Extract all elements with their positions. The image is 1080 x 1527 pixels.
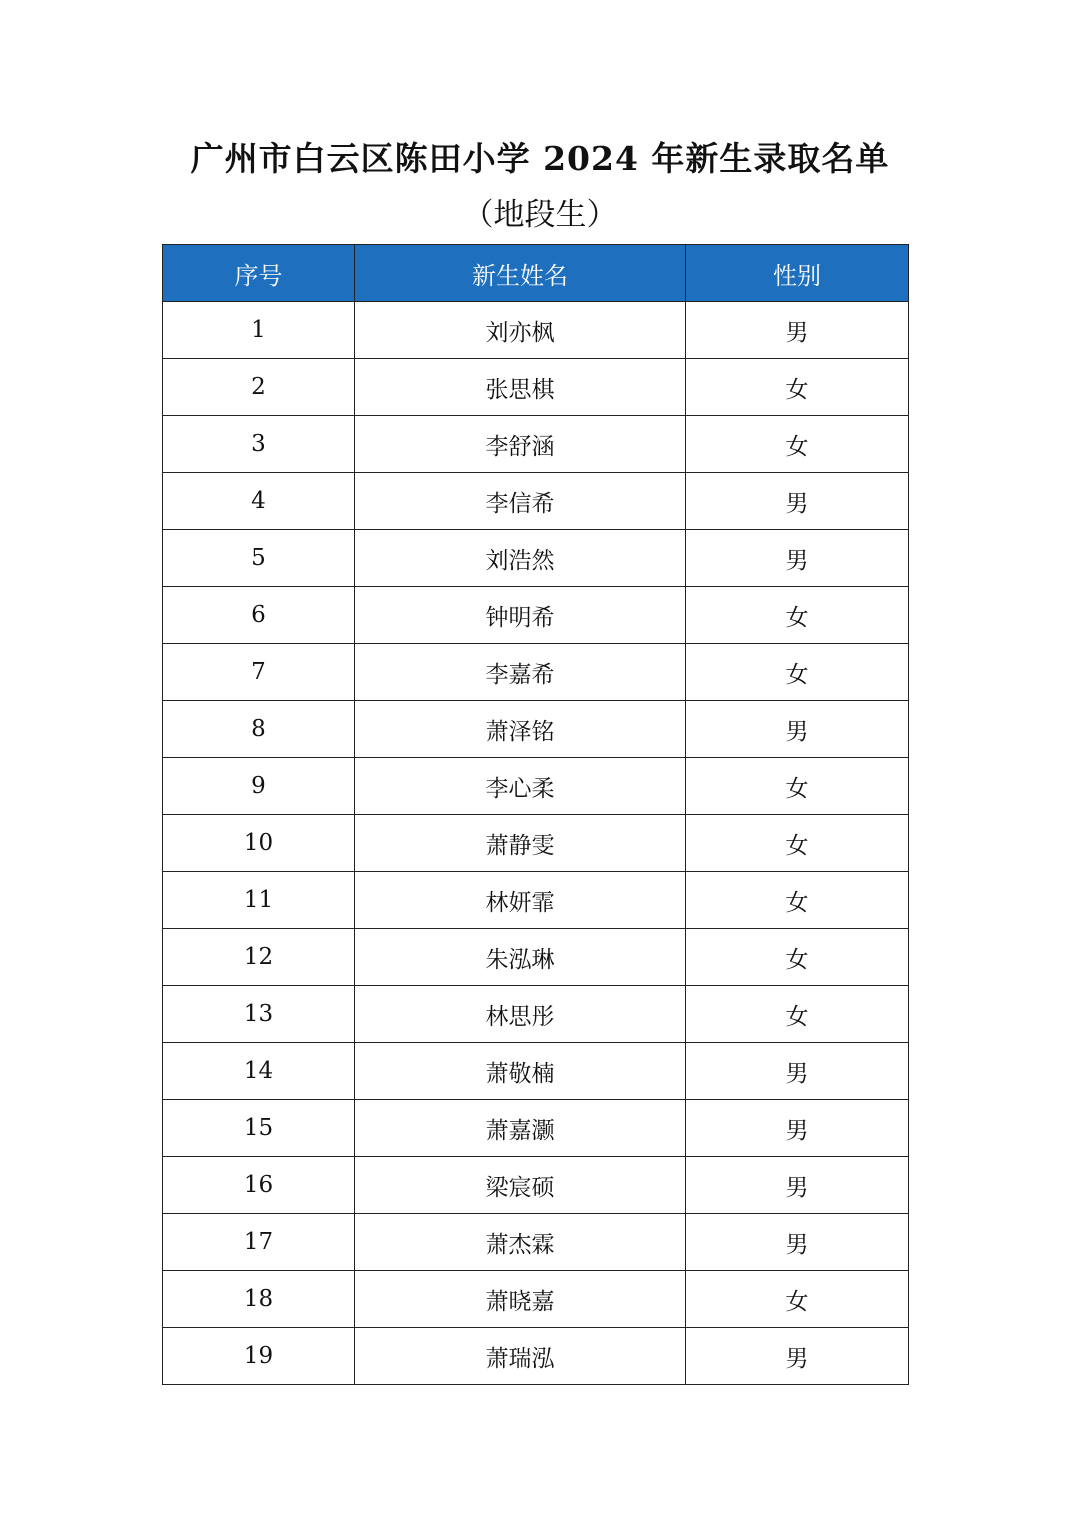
row-index: 15 [163, 1100, 355, 1157]
table-row [163, 758, 909, 815]
table-row [163, 473, 909, 530]
student-name: 李信希 [355, 473, 686, 530]
table-row [163, 872, 909, 929]
row-index: 10 [163, 815, 355, 872]
student-name: 萧杰霖 [355, 1214, 686, 1271]
row-index: 17 [163, 1214, 355, 1271]
table-row [163, 416, 909, 473]
table-row [163, 587, 909, 644]
table-row [163, 986, 909, 1043]
student-gender: 女 [686, 416, 909, 473]
student-name: 李舒涵 [355, 416, 686, 473]
student-gender: 女 [686, 929, 909, 986]
row-index: 14 [163, 1043, 355, 1100]
table-row [163, 701, 909, 758]
student-gender: 女 [686, 359, 909, 416]
row-index: 7 [163, 644, 355, 701]
student-gender: 女 [686, 986, 909, 1043]
student-name: 林妍霏 [355, 872, 686, 929]
row-index: 9 [163, 758, 355, 815]
student-gender: 男 [686, 1043, 909, 1100]
header-index: 序号 [163, 245, 355, 302]
table-row [163, 302, 909, 359]
student-name: 萧嘉灏 [355, 1100, 686, 1157]
row-index: 4 [163, 473, 355, 530]
student-name: 李心柔 [355, 758, 686, 815]
student-gender: 男 [686, 1100, 909, 1157]
student-gender: 男 [686, 473, 909, 530]
student-name: 朱泓琳 [355, 929, 686, 986]
admission-table [162, 244, 909, 1385]
student-name: 萧瑞泓 [355, 1328, 686, 1385]
student-gender: 女 [686, 1271, 909, 1328]
student-name: 钟明希 [355, 587, 686, 644]
table-row [163, 1271, 909, 1328]
student-gender: 女 [686, 758, 909, 815]
student-name: 刘浩然 [355, 530, 686, 587]
row-index: 16 [163, 1157, 355, 1214]
student-gender: 男 [686, 701, 909, 758]
table-row [163, 1043, 909, 1100]
student-gender: 女 [686, 644, 909, 701]
row-index: 1 [163, 302, 355, 359]
row-index: 8 [163, 701, 355, 758]
table-row [163, 644, 909, 701]
table-row [163, 1214, 909, 1271]
row-index: 12 [163, 929, 355, 986]
student-name: 梁宸硕 [355, 1157, 686, 1214]
student-name: 李嘉希 [355, 644, 686, 701]
page-title: 广州市白云区陈田小学 2024 年新生录取名单 [190, 139, 890, 178]
student-name: 林思彤 [355, 986, 686, 1043]
table-row [163, 815, 909, 872]
row-index: 11 [163, 872, 355, 929]
table-header-row [163, 245, 909, 302]
student-gender: 女 [686, 815, 909, 872]
header-name: 新生姓名 [355, 245, 686, 302]
row-index: 3 [163, 416, 355, 473]
table-row [163, 359, 909, 416]
student-gender: 男 [686, 1328, 909, 1385]
student-name: 萧静雯 [355, 815, 686, 872]
student-gender: 女 [686, 587, 909, 644]
student-name: 张思棋 [355, 359, 686, 416]
table-body [163, 302, 909, 1385]
row-index: 6 [163, 587, 355, 644]
student-name: 刘亦枫 [355, 302, 686, 359]
row-index: 5 [163, 530, 355, 587]
student-gender: 男 [686, 530, 909, 587]
row-index: 2 [163, 359, 355, 416]
student-name: 萧泽铭 [355, 701, 686, 758]
table-row [163, 1157, 909, 1214]
header-gender: 性别 [686, 245, 909, 302]
page-subtitle: （地段生） [462, 197, 618, 233]
table-row [163, 929, 909, 986]
student-gender: 男 [686, 1157, 909, 1214]
table-row [163, 1328, 909, 1385]
table-row [163, 1100, 909, 1157]
student-name: 萧晓嘉 [355, 1271, 686, 1328]
student-gender: 女 [686, 872, 909, 929]
row-index: 19 [163, 1328, 355, 1385]
student-gender: 男 [686, 1214, 909, 1271]
student-name: 萧敬楠 [355, 1043, 686, 1100]
table-row [163, 530, 909, 587]
student-gender: 男 [686, 302, 909, 359]
row-index: 13 [163, 986, 355, 1043]
row-index: 18 [163, 1271, 355, 1328]
